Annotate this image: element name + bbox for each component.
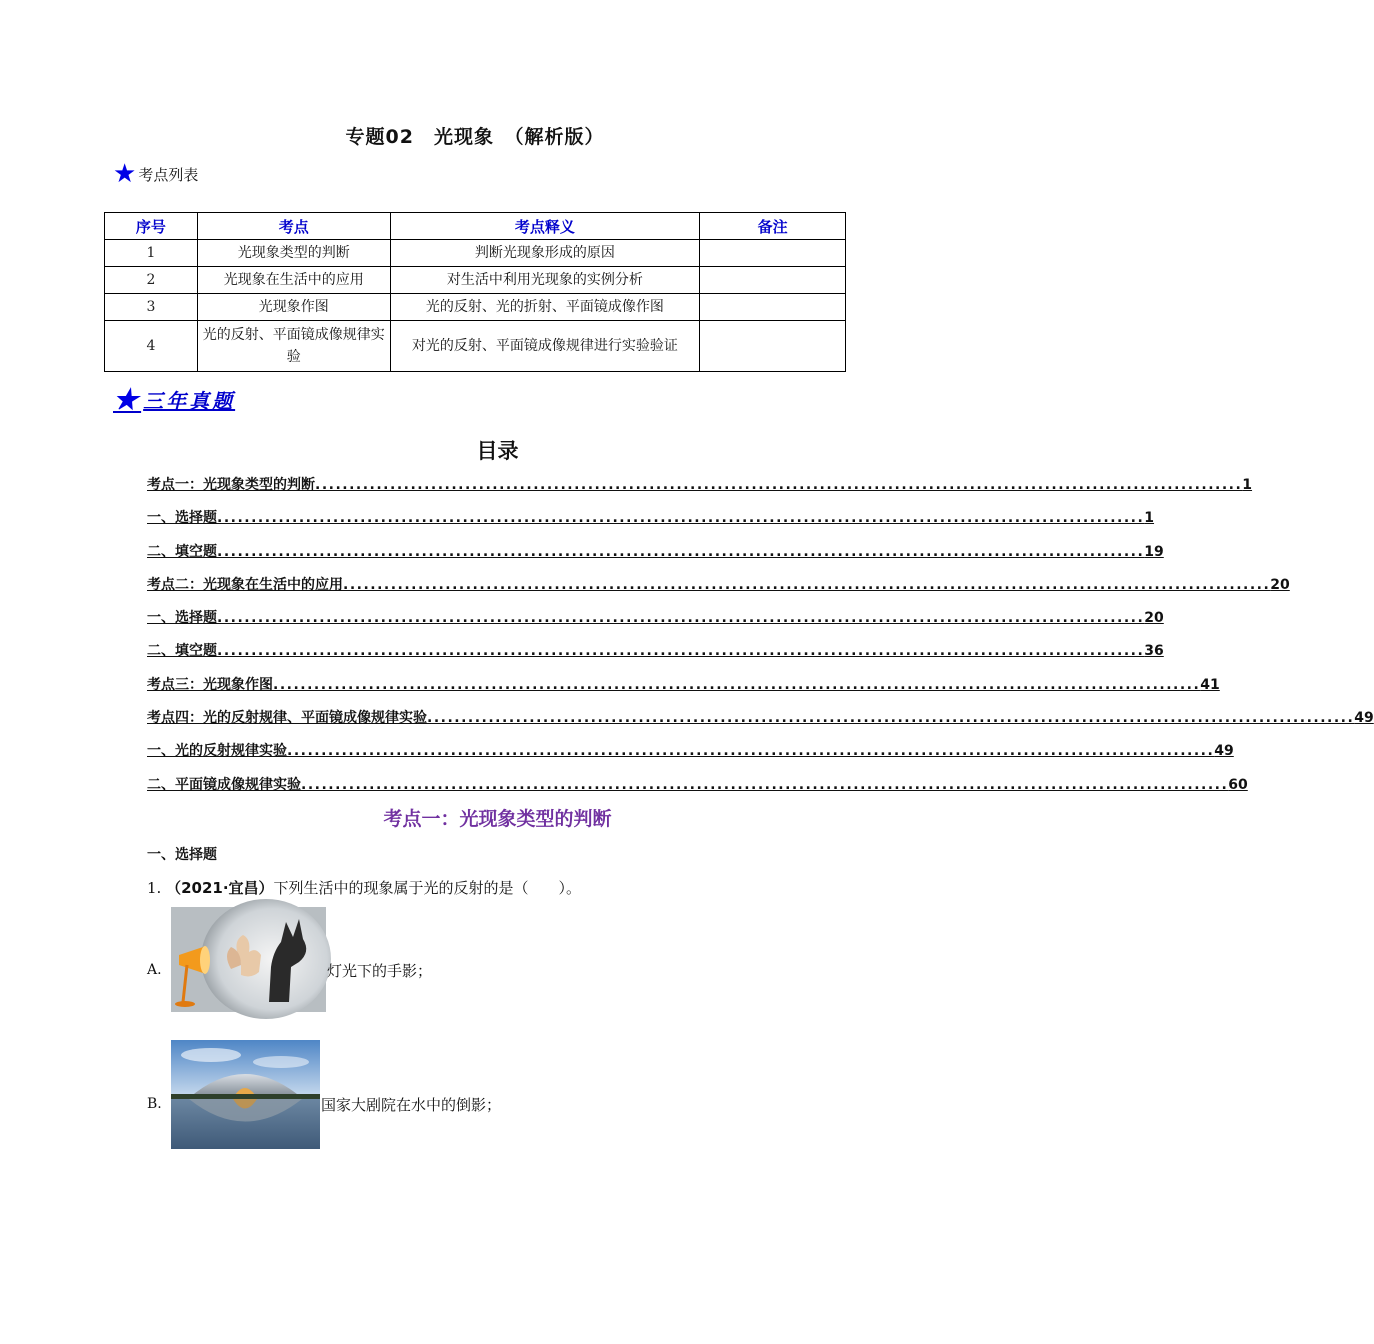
toc-entry[interactable]: 二、填空题 ........................................................................................................................................ 36 (147, 643, 1164, 660)
toc-entry[interactable]: 考点一：光现象类型的判断 ........................................................................................................................................ 1 (147, 477, 1253, 493)
toc-entry[interactable]: 二、平面镜成像规律实验 ........................................................................................................................................ 60 (147, 776, 1248, 793)
table-row (105, 267, 846, 294)
hand-shadow-illustration (171, 907, 326, 1012)
option-b-text: 国家大剧院在水中的倒影； (321, 1096, 502, 1114)
question-source: （2021·宜昌） (166, 879, 274, 897)
table-row (105, 294, 846, 321)
toc-entry[interactable]: 考点四：光的反射规律、平面镜成像规律实验 ........................................................................................................................................ 49 (147, 710, 1374, 727)
hand-shadow-image (171, 907, 326, 1012)
sannian-text: 三年真题 (143, 389, 236, 413)
star-icon: ★ (113, 382, 142, 416)
kaodian-list-text: 考点列表 (138, 165, 199, 184)
cell-desc: 判断光现象形成的原因 (390, 240, 700, 267)
table-row (105, 321, 846, 372)
header-topic: 考点 (197, 213, 390, 240)
table-row (105, 240, 846, 267)
kaodian-list-label (113, 159, 199, 189)
cell-num: 1 (105, 240, 198, 267)
toc-entry[interactable]: 考点三：光现象作图 ........................................................................................................................................ 41 (147, 676, 1220, 693)
question-text: 下列生活中的现象属于光的反射的是（ ）。 (273, 879, 582, 897)
toc-entry[interactable]: 一、选择题 ........................................................................................................................................ 20 (147, 610, 1164, 627)
cell-num: 3 (105, 294, 198, 321)
header-note: 备注 (700, 213, 846, 240)
kaodian-table (104, 212, 846, 372)
sannian-zhenti-heading (113, 382, 236, 416)
cell-topic: 光的反射、平面镜成像规律实验 (197, 321, 390, 372)
toc-entry[interactable]: 考点二：光现象在生活中的应用 ........................................................................................................................................ 20 (147, 576, 1290, 593)
cell-note (700, 240, 846, 267)
table-of-contents (147, 474, 1374, 807)
cell-topic: 光现象类型的判断 (197, 240, 390, 267)
cell-num: 4 (105, 321, 198, 372)
cell-num: 2 (105, 267, 198, 294)
cell-desc: 对光的反射、平面镜成像规律进行实验验证 (390, 321, 700, 372)
sub-heading: 一、选择题 (147, 847, 217, 863)
section-heading: 考点一：光现象类型的判断 (383, 808, 612, 830)
cell-note (700, 321, 846, 372)
header-desc: 考点释义 (390, 213, 700, 240)
toc-entry[interactable]: 一、选择题 ........................................................................................................................................ 1 (147, 510, 1155, 527)
option-b-letter: B. (147, 1096, 162, 1112)
option-a-text: 灯光下的手影； (327, 962, 433, 980)
grand-theatre-illustration (171, 1040, 320, 1149)
toc-title: 目录 (476, 439, 519, 463)
cell-topic: 光现象作图 (197, 294, 390, 321)
option-a-letter: A. (147, 962, 162, 978)
cell-desc: 对生活中利用光现象的实例分析 (390, 267, 700, 294)
document-title: 专题02 光现象 （解析版） (345, 126, 605, 148)
toc-entry[interactable]: 二、填空题 ........................................................................................................................................ 19 (147, 543, 1164, 560)
grand-theatre-image (171, 1040, 320, 1149)
toc-entry[interactable]: 一、光的反射规律实验 ........................................................................................................................................ 49 (147, 743, 1234, 760)
cell-topic: 光现象在生活中的应用 (197, 267, 390, 294)
header-num: 序号 (105, 213, 198, 240)
star-icon: ★ (113, 159, 137, 189)
table-header-row (105, 213, 846, 240)
question-1 (147, 877, 581, 898)
cell-note (700, 294, 846, 321)
question-number: 1. (147, 879, 162, 897)
cell-note (700, 267, 846, 294)
cell-desc: 光的反射、光的折射、平面镜成像作图 (390, 294, 700, 321)
